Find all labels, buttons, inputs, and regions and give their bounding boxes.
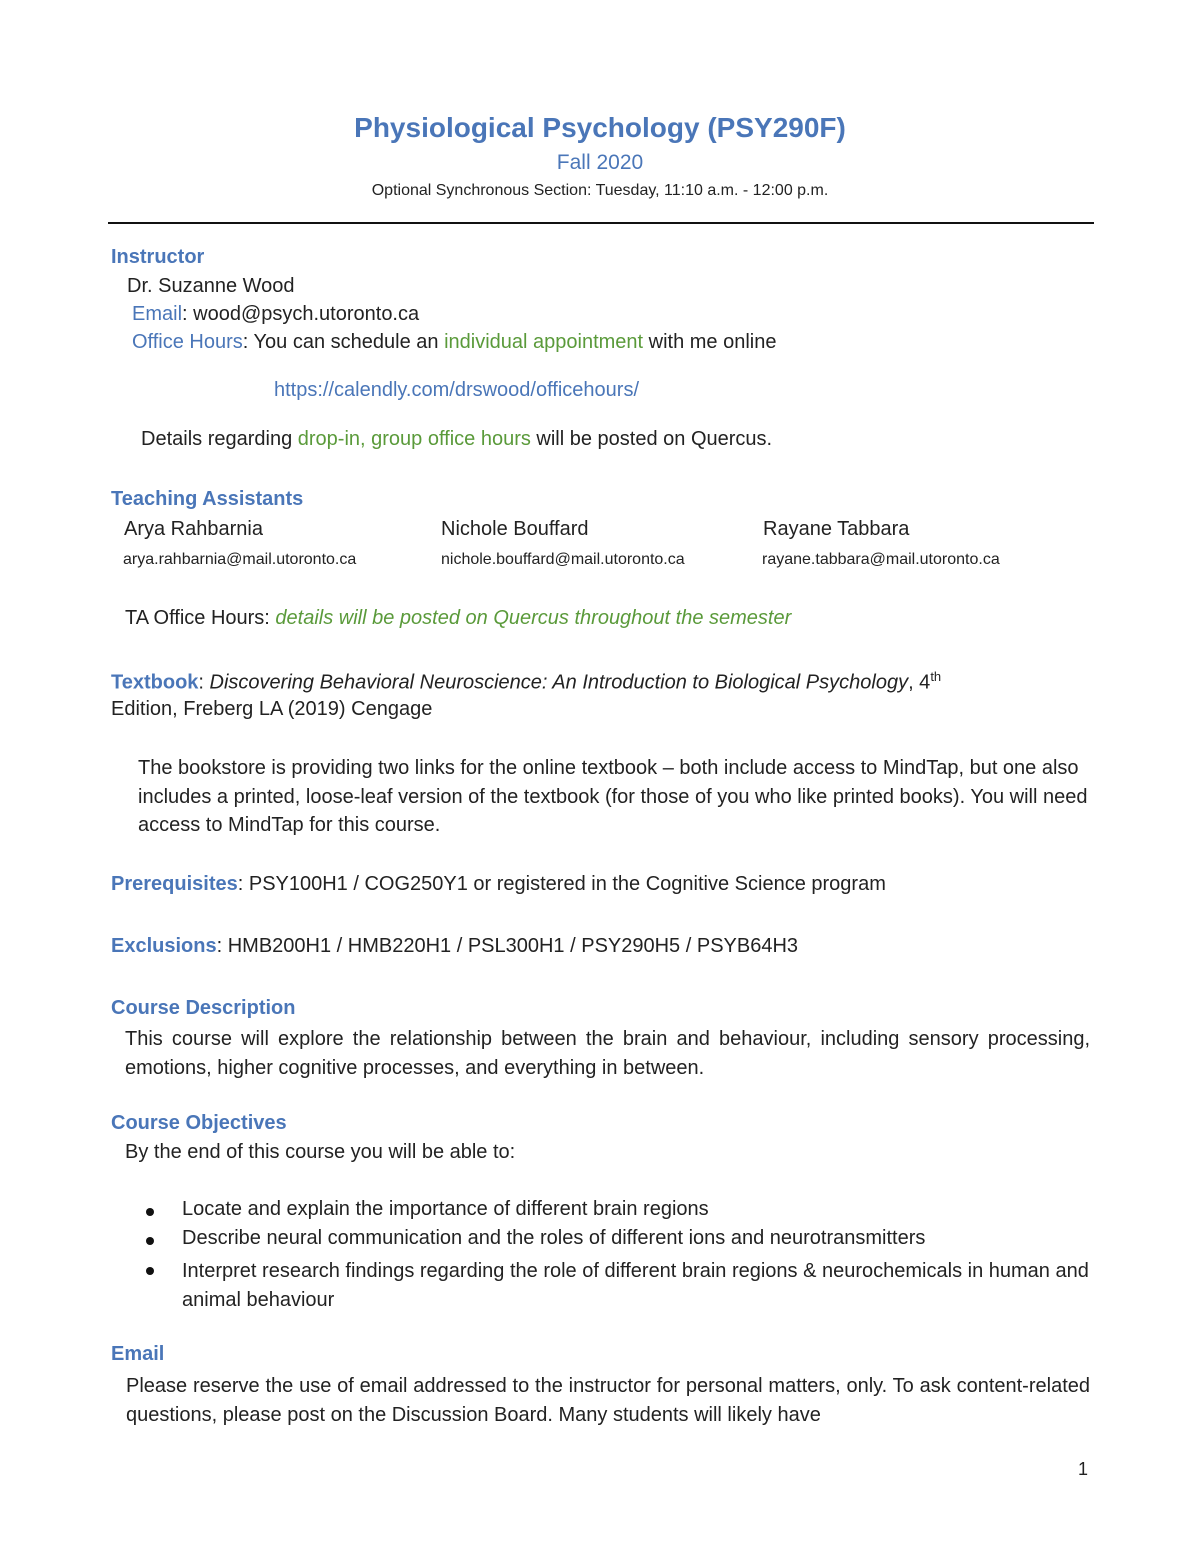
dropin-hours-line: Details regarding drop-in, group office hours will be posted on Quercus. xyxy=(141,428,773,450)
email-policy-text: Please reserve the use of email addressed to the instructor for personal matters, only. To ask content-related questions, please post on the Discussion Board. Many students will likely have xyxy=(126,1375,1090,1426)
page-title: Physiological Psychology (PSY290F) xyxy=(354,112,846,143)
ta-name: Arya Rahbarnia xyxy=(124,518,263,540)
bullet-icon xyxy=(146,1208,154,1216)
ta-name: Rayane Tabbara xyxy=(763,518,910,540)
office-hours-label: Office Hours xyxy=(132,331,243,353)
textbook-edition: Edition, Freberg LA (2019) Cengage xyxy=(111,698,433,720)
ta-heading: Teaching Assistants xyxy=(111,488,304,510)
textbook-title: Discovering Behavioral Neuroscience: An Introduction to Biological Psychology xyxy=(209,671,909,694)
prerequisites-label: Prerequisites xyxy=(111,873,238,895)
ta-name: Nichole Bouffard xyxy=(441,518,589,540)
objective-item: Describe neural communication and the roles of different ions and neurotransmitters xyxy=(182,1227,926,1249)
dropin-hours-link[interactable]: drop-in, group office hours xyxy=(297,428,531,450)
objectives-intro: By the end of this course you will be able to: xyxy=(125,1141,516,1163)
textbook-note: The bookstore is providing two links for the online textbook – both include access to MindTap, but one also includes a printed, loose-leaf version of the textbook (for those of you who like printed books). You will need access to MindTap for this course. xyxy=(138,757,1088,836)
ta-email[interactable]: nichole.bouffard@mail.utoronto.ca xyxy=(441,551,685,568)
textbook-label: Textbook xyxy=(111,671,199,694)
instructor-email-line xyxy=(132,303,419,326)
term: Fall 2020 xyxy=(556,151,644,174)
instructor-heading: Instructor xyxy=(111,246,205,268)
office-hours-line: Office Hours: You can schedule an individual appointment with me online xyxy=(132,331,777,353)
individual-appointment-link[interactable]: individual appointment xyxy=(444,331,644,353)
page-number: 1 xyxy=(1078,1459,1089,1479)
synchronous-section: Optional Synchronous Section: Tuesday, 11:10 a.m. - 12:00 p.m. xyxy=(371,182,829,199)
prerequisites-line: Prerequisites: PSY100H1 / COG250Y1 or registered in the Cognitive Science program xyxy=(111,873,886,895)
ta-office-hours-note[interactable]: details will be posted on Quercus throughout the semester xyxy=(275,607,792,629)
textbook-line: Textbook: Discovering Behavioral Neuroscience: An Introduction to Biological Psychology, 4th xyxy=(111,669,942,694)
bullet-icon xyxy=(146,1237,154,1245)
course-description-text: This course will explore the relationship between the brain and behaviour, including sensory processing, emotions, higher cognitive processes, and everything in between. xyxy=(125,1028,1090,1079)
ta-email[interactable]: rayane.tabbara@mail.utoronto.ca xyxy=(762,551,1000,568)
exclusions-label: Exclusions xyxy=(111,935,217,957)
bullet-icon xyxy=(146,1267,154,1275)
objective-item: Interpret research findings regarding the role of different brain regions & neurochemicals in human and animal behaviour xyxy=(182,1260,1089,1311)
course-description-heading: Course Description xyxy=(111,997,296,1019)
calendly-link[interactable]: https://calendly.com/drswood/officehours/ xyxy=(274,379,639,401)
instructor-email[interactable]: : wood@psych.utoronto.ca xyxy=(182,303,420,325)
ta-email[interactable]: arya.rahbarnia@mail.utoronto.ca xyxy=(123,551,357,568)
exclusions-line: Exclusions: HMB200H1 / HMB220H1 / PSL300H1 / PSY290H5 / PSYB64H3 xyxy=(111,935,799,957)
ta-office-hours-line: TA Office Hours: details will be posted on Quercus throughout the semester xyxy=(125,607,792,629)
email-label: Email xyxy=(132,303,183,325)
objective-item: Locate and explain the importance of different brain regions xyxy=(182,1198,709,1220)
header-rule xyxy=(108,222,1094,224)
email-heading: Email xyxy=(111,1343,165,1365)
instructor-name: Dr. Suzanne Wood xyxy=(127,275,295,297)
course-objectives-heading: Course Objectives xyxy=(111,1112,287,1134)
